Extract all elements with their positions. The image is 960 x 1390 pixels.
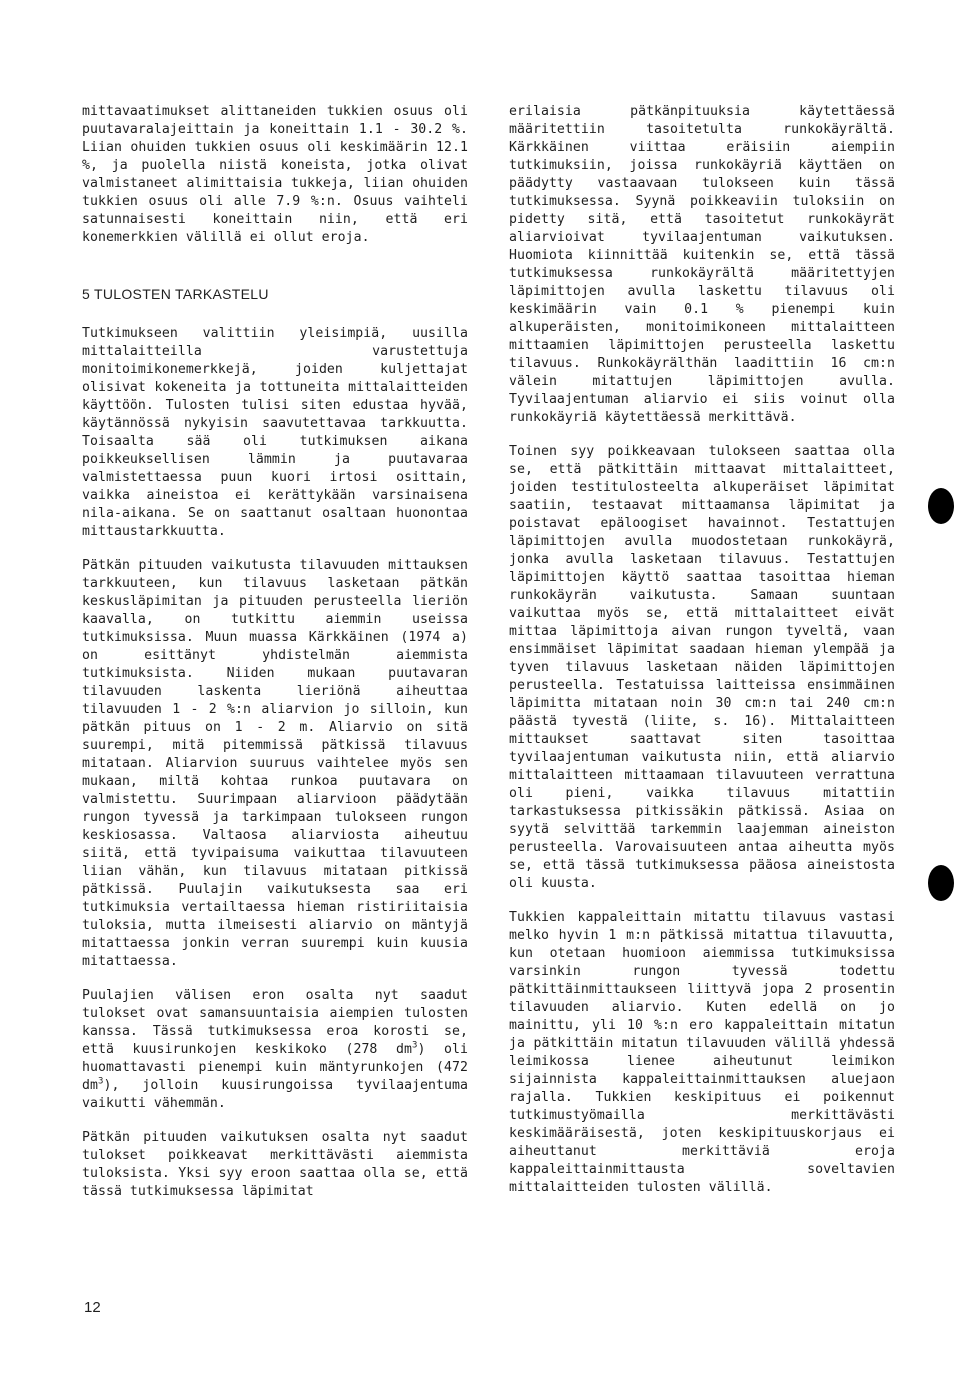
left-paragraph-2: Tutkimukseen valittiin yleisimpiä, uusilla mittalaitteilla varustettuja monitoimikonemerkkejä, joiden kuljettajat olisivat kokeneita ja tottuneita mittalaitteiden käyttöön. Tulosten tulisi siten edustaa hyvää, käytännössä nykyisin saavutettavaa tarkkuutta. Toisaalta sää oli tutkimuksen aikana poikkeuksellisen lämmin ja puutavaraa valmistettaessa puun kuori irtosi osittain, vaikka aineistoa ei kerättykään varsinaisena nila-aikana. Se on saattanut osaltaan huonontaa mittaustarkkuutta.: [82, 326, 468, 539]
left-paragraph-1: mittavaatimukset alittaneiden tukkien osuus oli puutavaralajeittain ja koneittain 1.1 - 30.2 %. Liian ohuiden tukkien osuus oli keskimäärin 12.1 %, ja puolella niistä koneista, jotka olivat valmistaneet alimittaisia tukkeja, liian ohuiden tukkien osuus oli alle 7.9 %:n. Osuus vaihteli satunnaisesti koneittain niin, että eri konemerkkien välillä ei ollut eroja.: [82, 104, 468, 245]
right-column: [509, 103, 895, 1197]
right-paragraph-2: Toinen syy poikkeavaan tulokseen saattaa olla se, että pätkittäin mittaavat mittalaitteet, joiden testitulosteelta alkuperäiset läpimitat saatiin, testaavat mittaamansa läpimitat ja poistavat epäloogiset havainnot. Testattujen läpimittojen avulla muodostetaan runkokäyrä, jonka avulla lasketaan tilavuus. Testattujen läpimittojen käyttö saattaa tasoittaa hieman runkokäyrän vaikutusta. Samaan suuntaan vaikuttaa myös se, että mittalaitteet eivät mittaa läpimittoja aivan rungon tyveltä, vaan ensimmäiset läpimitat saadaan hieman ylempää ja tyven tilavuus lasketaan näiden läpimittojen perusteella. Testatuissa laitteissa ensimmäinen läpimitta mitataan noin 30 cm:n tai 240 cm:n päästä tyvestä (liite, s. 16). Mittalaitteen mittaukset saattavat siten tasoittaa tyvilaajentuman vaikutusta niin, että aliarvio mittalaitteen mittaamaan tilavuuteen verrattuna oli pieni, vaikka tilavuus mitattiin tarkastuksessa pitkissäkin pätkissä. Asiaa on syytä selvittää tarkemmin laajemman aineiston perusteella. Varovaisuuteen antaa aiheutta myös se, että tässä tutkimuksessa pääosa aineistosta oli kuusta.: [509, 444, 895, 891]
paragraph-4-text-c: ), jolloin kuusirungoissa tyvilaajentuma vaikutti vähemmän.: [82, 1078, 468, 1111]
left-paragraph-3: Pätkän pituuden vaikutusta tilavuuden mittauksen tarkkuuteen, kun tilavuus lasketaan pätkän keskusläpimitan ja pituuden perusteella lieriön kaavalla, on tutkittu aiemmin useissa tutkimuksissa. Muun muassa Kärkkäinen (1974 a) on esittänyt yhdistelmän aiemmista tutkimuksista. Niiden mukaan puutavaran tilavuuden laskenta lieriönä aiheuttaa tilavuuden 1 - 2 %:n aliarvion jo silloin, kun pätkän pituus on 1 - 2 m. Aliarvio on sitä suurempi, mitä pitemmissä pätkissä tilavuus mitataan. Aliarvion suuruus vaihtelee myös sen mukaan, miltä kohtaa runkoa puutavara on valmistettu. Suurimpaan aliarvioon päädytään rungon tyvessä ja tarkimpaan tulokseen rungon keskiosassa. Valtaosa aliarviosta aiheutuu siitä, että tyvipaisuma vaikuttaa tilavuuteen liian vähän, kun tilavuus mitataan pitkissä pätkissä. Puulajin vaikutuksesta saa eri tutkimuksia vertailtaessa hieman ristiriitaisia tuloksia, mutta ilmeisesti aliarvio on mäntyjä mitattaessa jonkin verran suurempi kuin kuusia mitattaessa.: [82, 558, 468, 969]
superscript-3: 3: [412, 1040, 418, 1051]
left-column: [82, 103, 468, 1201]
paragraph-4-text-b: ) oli huomattavasti pienempi kuin mäntyrunkojen (472 dm: [82, 1042, 469, 1093]
page-number: 12: [84, 1299, 101, 1316]
punch-hole-bottom: [928, 865, 954, 901]
right-paragraph-3: Tukkien kappaleittain mitattu tilavuus vastasi melko hyvin 1 m:n pätkissä mitattua tilavuutta, kun otetaan huomioon aiemmissa tutkimuksissa varsinkin rungon tyvessä todettu pätkittäinmittaukseen liittyvä jopa 2 prosentin tilavuuden aliarvio. Kuten edellä on jo mainittu, yli 10 %:n ero kappaleittain mitatun ja pätkittäin mitatun tilavuuden välillä yhdessä leimikossa lienee aiheutunut leimikon sijainnista kappaleittainmittauksen aluejaon rajalla. Tukkien keskipituus ei poikennut tutkimustyömailla merkittävästi keskimääräisestä, joten keskipituuskorjaus ei aiheuttanut merkittäviä eroja kappaleittainmittausta soveltavien mittalaitteiden tulosten välillä.: [509, 910, 895, 1195]
punch-hole-top: [928, 488, 954, 524]
right-paragraph-1: erilaisia pätkänpituuksia käytettäessä määritettiin tasoitetulta runkokäyrältä. Kärkkäinen viittaa eräisiin aiempiin tutkimuksiin, joissa runkokäyriä käyttäen on päädytty vastaavaan tulokseen kuin tässä tutkimuksessa. Syynä poikkeaviin tuloksiin on pidetty sitä, että tasoitetut runkokäyrät aliarvioivat tyvilaajentuman vaikutuksen. Huomiota kiinnittää kuitenkin se, että tässä tutkimuksessa runkokäyrältä määritettyjen läpimittojen avulla laskettu tilavuus oli keskimäärin vain 0.1 % pienempi kuin alkuperäisten, monitoimikoneen mittalaitteen mittaamien läpimittojen perusteella laskettu tilavuus. Runkokäyrälthän laadittiin 16 cm:n välein mitattujen läpimittojen avulla. Tyvilaajentuman aliarvio ei siis voinut olla runkokäyriä käytettäessä merkittävä.: [509, 104, 895, 425]
superscript-3-second: 3: [97, 1076, 104, 1087]
section-heading: 5 TULOSTEN TARKASTELU: [82, 286, 269, 302]
left-paragraph-5: Pätkän pituuden vaikutuksen osalta nyt saadut tulokset poikkeavat merkittävästi aiemmista tuloksista. Yksi syy eroon saattaa olla se, että tässä tutkimuksessa läpimitat: [82, 1130, 468, 1199]
left-paragraph-4: [82, 987, 468, 1113]
paragraph-4-text-a: Puulajien välisen eron osalta nyt saadut tulokset ovat samansuuntaisia aiempien tulosten kanssa. Tässä tutkimuksessa eroa korosti se, että kuusirunkojen keskikoko (278 dm: [82, 988, 468, 1057]
